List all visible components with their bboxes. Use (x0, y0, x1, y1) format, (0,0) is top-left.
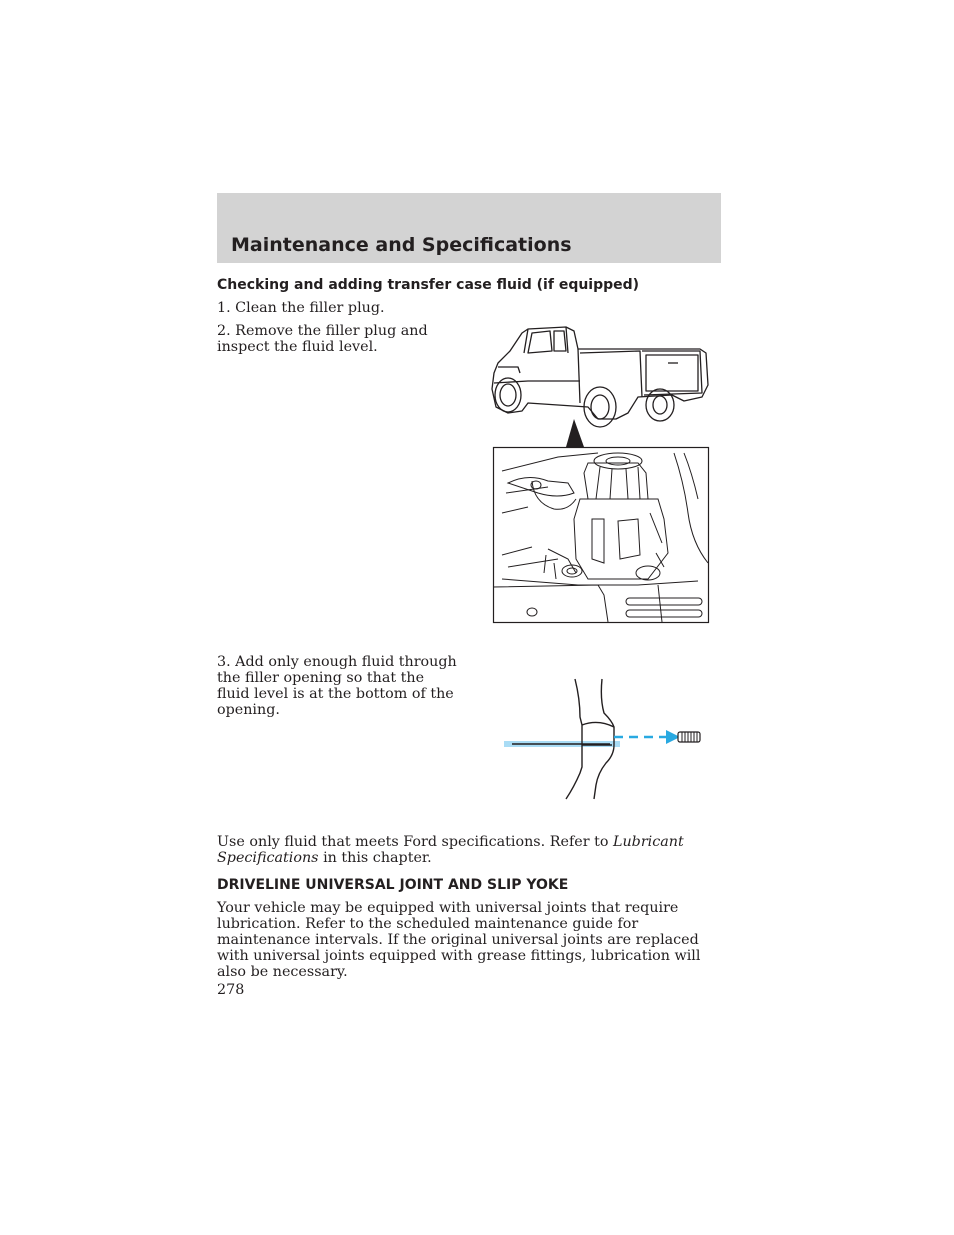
step-3-text: 3. Add only enough fluid through the filler opening so that the fluid level is at the bottom of the opening. (217, 654, 457, 718)
note-prefix: Use only fluid that meets Ford specifications. Refer to (217, 834, 613, 850)
section-header (217, 193, 721, 263)
page-number: 278 (217, 982, 245, 998)
lubricant-specifications-reference: Lubricant Specifications (217, 834, 684, 866)
driveline-heading: DRIVELINE UNIVERSAL JOINT AND SLIP YOKE (217, 877, 569, 893)
step-2-text: 2. Remove the filler plug and inspect the fluid level. (217, 323, 428, 355)
section-title: Maintenance and Specifications (231, 234, 572, 256)
transfer-case-heading: Checking and adding transfer case fluid (if equipped) (217, 277, 640, 293)
note-suffix: in this chapter. (318, 850, 432, 866)
transfer-case-location-illustration (488, 323, 714, 625)
step-1-text: 1. Clean the filler plug. (217, 300, 385, 316)
driveline-paragraph: Your vehicle may be equipped with universal joints that require lubrication. Refer to the scheduled maintenance guide for maintenance intervals. If the original universal joints are replaced with universal joints equipped with grease fittings, lubrication will also be necessary. (217, 900, 701, 980)
fluid-level-illustration (500, 675, 710, 805)
fluid-spec-note (217, 834, 721, 866)
